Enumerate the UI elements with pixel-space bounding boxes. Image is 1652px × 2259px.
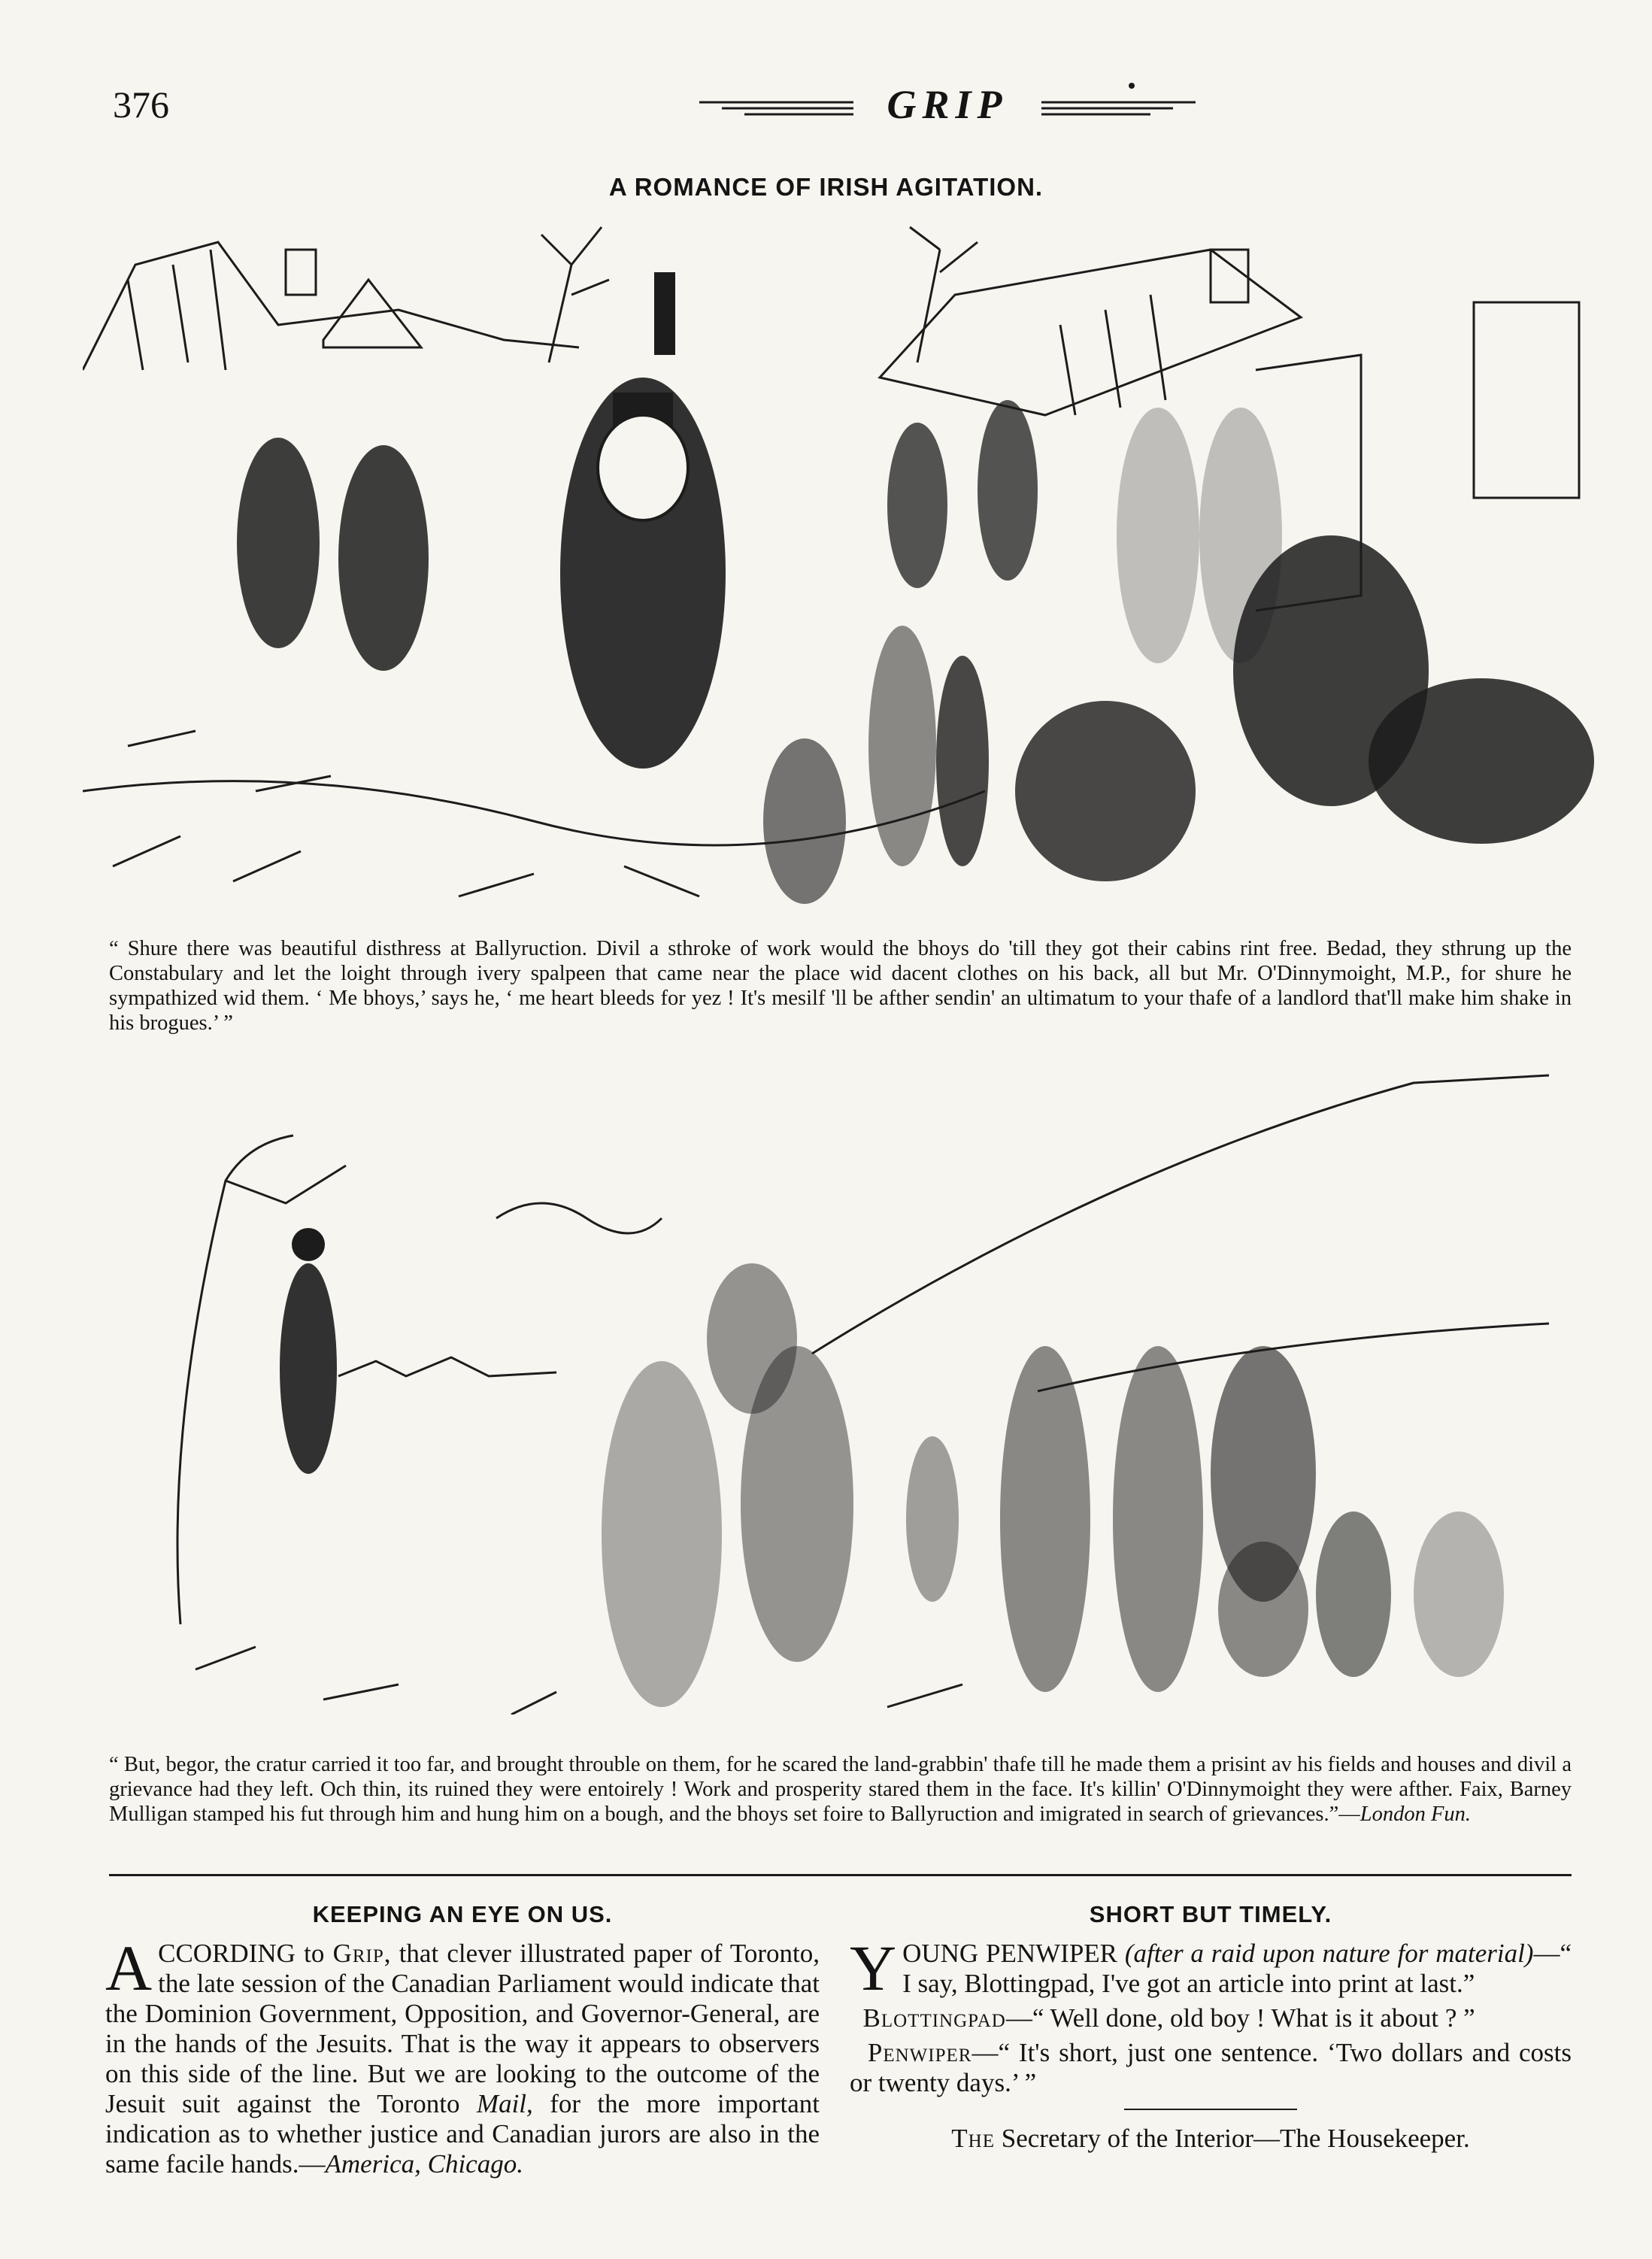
right-paragraph-3: [850, 2038, 1572, 2098]
bottom-caption-text: “ But, begor, the cratur carried it too far, and brought throuble on them, for he scared the land-grabbin' thafe till he made them a prisint av his fields and houses and divil a grievance had they left. Och thin, its ruined they were entoirely ! Work and prosperity stared them in the face. It's killin' O'Dinnymoight they were afther. Faix, Barney Mulligan stamped his fut through him and hung him on a bough, and the bhoys set foire to Ballyruction and imigrated in search of grievances.”—: [109, 1753, 1572, 1826]
right-article-heading: SHORT BUT TIMELY.: [1089, 1901, 1332, 1927]
right-dropcap: Y: [850, 1932, 897, 2004]
right-paragraph-2: [850, 2003, 1572, 2033]
closing-text: Secretary of the Interior—The Housekeeper.: [995, 2124, 1470, 2153]
left-body-1: , that clever illustrated paper of Toronto, the late session of the Canadian Parliament would indicate that the Dominion Government, Opposition, and Governor-General, are in the hands of the Jesuits. That is the way it appears to observers on this side of the line. But we are looking to the outcome of the Jesuit suit against the Toronto: [105, 1939, 820, 2118]
left-source: America, Chicago.: [325, 2149, 523, 2179]
bottom-caption: [109, 1752, 1572, 1827]
right-line-2: —“ Well done, old boy ! What is it about ? ”: [1005, 2003, 1475, 2033]
right-speaker-2: Blottingpad: [862, 2003, 1006, 2033]
closing-lead: The: [951, 2124, 996, 2153]
left-article: [105, 1901, 820, 2184]
left-mail-mention: Mail,: [476, 2089, 533, 2118]
right-speaker-3: Penwiper: [867, 2038, 972, 2067]
masthead: [692, 80, 1203, 132]
bottom-engraving: [135, 1053, 1564, 1715]
right-lead: OUNG PENWIPER: [902, 1939, 1118, 1968]
right-paragraph-1: [850, 1932, 1572, 2004]
top-engraving: [83, 220, 1617, 919]
short-divider: [1124, 2109, 1297, 2110]
left-article-heading: KEEPING AN EYE ON US.: [312, 1901, 613, 1927]
left-grip-mention: Grip: [332, 1939, 384, 1968]
left-dropcap: A: [105, 1932, 153, 2004]
village-scene-illustration: [83, 220, 1617, 919]
section-divider: [109, 1874, 1572, 1876]
masthead-title: GRIP: [887, 82, 1008, 127]
right-line-1: —“ I say, Blottingpad, I've got an article into print at last.”: [902, 1939, 1572, 1998]
right-line-3: —“ It's short, just one sentence. ‘Two dollars and costs or twenty days.’ ”: [850, 2038, 1572, 2097]
emigration-scene-illustration: [135, 1053, 1564, 1715]
cartoon-title: A ROMANCE OF IRISH AGITATION.: [608, 173, 1044, 201]
right-article: [850, 1901, 1572, 2154]
left-article-body: [105, 1932, 820, 2179]
right-stage-direction: (after a raid upon nature for material): [1124, 1939, 1534, 1968]
closing-line: [850, 2124, 1572, 2154]
left-lead: CCORDING to: [158, 1939, 325, 1968]
bottom-caption-source: London Fun.: [1359, 1803, 1471, 1826]
page-header: [113, 75, 1564, 135]
top-caption: “ Shure there was beautiful disthress at Ballyruction. Divil a sthroke of work would the bhoys do 'till they got their cabins rint free. Bedad, they sthrung up the Constabulary and let the loight through ivery spalpeen that came near the place wid dacent clothes on his back, all but Mr. O'Dinnymoight, M.P., for shure he sympathized wid them. ‘ Me bhoys,’ says he, ‘ me heart bleeds for yez ! It's mesilf 'll be afther sendin' an ultimatum to your thafe of a landlord that'll make him shake in his brogues.’ ”: [109, 937, 1572, 1035]
page-number: 376: [113, 83, 169, 126]
left-body-2: for the more important indication as to whether justice and Canadian jurors are also in the same facile hands.—: [105, 2089, 820, 2179]
